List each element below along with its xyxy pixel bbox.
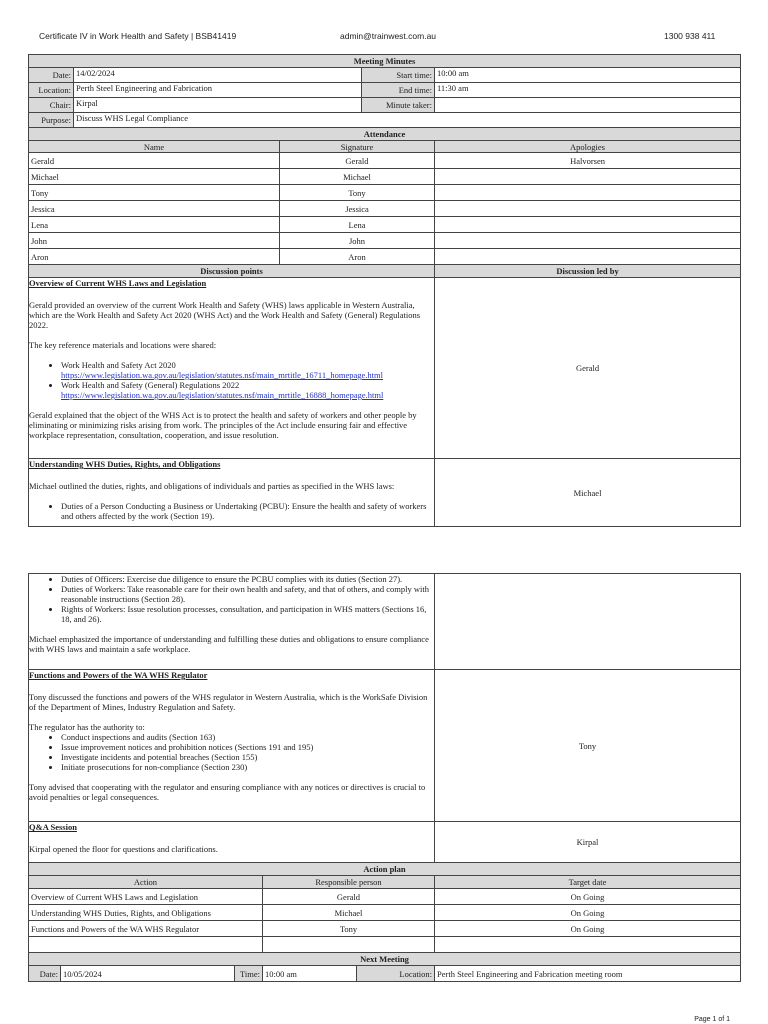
attendee-signature: Michael bbox=[280, 169, 435, 185]
attendee-signature: John bbox=[280, 233, 435, 249]
action-item bbox=[29, 937, 263, 953]
regulator-powers-list bbox=[29, 732, 434, 772]
action-responsible bbox=[263, 937, 435, 953]
minutes-table-part2 bbox=[28, 573, 741, 982]
attendee-name: Tony bbox=[29, 185, 280, 201]
discussion-paragraph: Gerald explained that the object of the WHS Act is to protect the health and safety of workers and other people by eliminating or minimizing risks arising from work. The principles of the Act include ensuring fair and effective workplace representation, consultation, cooperation, and issue resolution. bbox=[29, 410, 417, 440]
attendee-name: Aron bbox=[29, 249, 280, 265]
next-meeting-heading: Next Meeting bbox=[29, 953, 741, 966]
table-row bbox=[29, 905, 741, 921]
table-row bbox=[29, 185, 741, 201]
end-time-label: End time: bbox=[362, 83, 435, 98]
attendee-signature: Lena bbox=[280, 217, 435, 233]
list-item: • Conduct inspections and audits (Section 163) bbox=[61, 732, 434, 742]
next-time-value: 10:00 am bbox=[263, 966, 357, 982]
attendance-header-apologies: Apologies bbox=[435, 141, 741, 153]
action-header-target-date: Target date bbox=[435, 876, 741, 889]
action-plan-heading: Action plan bbox=[29, 863, 741, 876]
table-row bbox=[29, 249, 741, 265]
list-item: • Duties of Workers: Take reasonable care for their own health and safety, and that of others, and comply with reasonable instructions (Section 28). bbox=[61, 584, 434, 604]
discussion-led-by: Tony bbox=[435, 670, 741, 822]
attendee-apology bbox=[435, 201, 741, 217]
action-target-date: On Going bbox=[435, 889, 741, 905]
attendee-name: John bbox=[29, 233, 280, 249]
discussion-points-heading: Discussion points bbox=[29, 265, 435, 278]
attendee-signature: Aron bbox=[280, 249, 435, 265]
discussion-point-title: Functions and Powers of the WA WHS Regulator bbox=[29, 670, 208, 680]
list-item-text: Work Health and Safety Act 2020 bbox=[61, 360, 176, 370]
discussion-paragraph: Gerald provided an overview of the current Work Health and Safety (WHS) laws applicable in Western Australia, which are the Work Health and Safety Act 2020 (WHS Act) and the Work Health and Safety (General) Regulations 2022. bbox=[29, 300, 421, 330]
next-date-label: Date: bbox=[29, 966, 61, 982]
meeting-minutes-heading: Meeting Minutes bbox=[29, 55, 741, 68]
discussion-led-by-heading: Discussion led by bbox=[435, 265, 741, 278]
discussion-paragraph: Kirpal opened the floor for questions and clarifications. bbox=[29, 844, 218, 854]
attendee-apology bbox=[435, 217, 741, 233]
discussion-point-2 bbox=[29, 459, 435, 527]
purpose-value: Discuss WHS Legal Compliance bbox=[74, 113, 741, 128]
list-item: • Duties of Officers: Exercise due diligence to ensure the PCBU complies with its duties (Section 27). bbox=[61, 574, 434, 584]
action-item: Overview of Current WHS Laws and Legislation bbox=[29, 889, 263, 905]
action-header-responsible: Responsible person bbox=[263, 876, 435, 889]
minute-taker-value bbox=[435, 98, 741, 113]
table-row bbox=[29, 937, 741, 953]
table-row bbox=[29, 889, 741, 905]
attendee-name: Lena bbox=[29, 217, 280, 233]
discussion-point-title: Q&A Session bbox=[29, 822, 77, 832]
date-value: 14/02/2024 bbox=[74, 68, 362, 83]
discussion-paragraph: The regulator has the authority to: bbox=[29, 722, 145, 732]
next-location-label: Location: bbox=[357, 966, 435, 982]
discussion-led-by: Kirpal bbox=[435, 822, 741, 863]
discussion-paragraph: Michael outlined the duties, rights, and obligations of individuals and parties as specified in the WHS laws: bbox=[29, 481, 395, 491]
whs-regulations-link[interactable]: https://www.legislation.wa.gov.au/legislation/statutes.nsf/main_mrtitle_16888_homepage.html bbox=[61, 390, 384, 400]
attendee-name: Gerald bbox=[29, 153, 280, 169]
table-row bbox=[29, 201, 741, 217]
chair-value: Kirpal bbox=[74, 98, 362, 113]
discussion-point-1 bbox=[29, 278, 435, 459]
discussion-point-title: Understanding WHS Duties, Rights, and Obligations bbox=[29, 459, 221, 469]
action-header-action: Action bbox=[29, 876, 263, 889]
minute-taker-label: Minute taker: bbox=[362, 98, 435, 113]
attendee-apology bbox=[435, 249, 741, 265]
discussion-point-3 bbox=[29, 670, 435, 822]
attendance-header-signature: Signature bbox=[280, 141, 435, 153]
table-row bbox=[29, 217, 741, 233]
discussion-paragraph: The key reference materials and locations were shared: bbox=[29, 340, 217, 350]
course-title: Certificate IV in Work Health and Safety | BSB41419 bbox=[39, 31, 237, 41]
discussion-paragraph: Tony advised that cooperating with the regulator and ensuring compliance with any notices or directives is crucial to avoid penalties or legal consequences. bbox=[29, 782, 426, 802]
next-time-label: Time: bbox=[235, 966, 263, 982]
location-label: Location: bbox=[29, 83, 74, 98]
contact-phone: 1300 938 411 bbox=[664, 31, 716, 41]
action-item: Functions and Powers of the WA WHS Regulator bbox=[29, 921, 263, 937]
action-target-date: On Going bbox=[435, 905, 741, 921]
attendee-signature: Gerald bbox=[280, 153, 435, 169]
attendance-heading: Attendance bbox=[29, 128, 741, 141]
chair-label: Chair: bbox=[29, 98, 74, 113]
discussion-paragraph: Michael emphasized the importance of understanding and fulfilling these duties and obligations to ensure compliance with WHS laws and maintain a safe workplace. bbox=[29, 634, 429, 654]
list-item: • Rights of Workers: Issue resolution processes, consultation, and participation in WHS matters (Sections 16, 18, and 26). bbox=[61, 604, 434, 624]
list-item-text: Work Health and Safety (General) Regulations 2022 bbox=[61, 380, 240, 390]
table-row bbox=[29, 169, 741, 185]
next-date-value: 10/05/2024 bbox=[61, 966, 235, 982]
table-row bbox=[29, 153, 741, 169]
whs-act-link[interactable]: https://www.legislation.wa.gov.au/legislation/statutes.nsf/main_mrtitle_16711_homepage.html bbox=[61, 370, 384, 380]
attendee-apology bbox=[435, 169, 741, 185]
discussion-led-by: Michael bbox=[435, 459, 741, 527]
start-time-label: Start time: bbox=[362, 68, 435, 83]
attendee-apology bbox=[435, 185, 741, 201]
start-time-value: 10:00 am bbox=[435, 68, 741, 83]
action-item: Understanding WHS Duties, Rights, and Obligations bbox=[29, 905, 263, 921]
list-item: • Investigate incidents and potential breaches (Section 155) bbox=[61, 752, 434, 762]
list-item: • Duties of a Person Conducting a Business or Undertaking (PCBU): Ensure the health and safety of workers and others affected by the work (Section 19). bbox=[61, 501, 434, 521]
minutes-table-part1 bbox=[28, 54, 741, 527]
list-item: • Issue improvement notices and prohibition notices (Sections 191 and 195) bbox=[61, 742, 434, 752]
page-number: Page 1 of 1 bbox=[694, 1016, 730, 1023]
action-target-date bbox=[435, 937, 741, 953]
action-responsible: Michael bbox=[263, 905, 435, 921]
attendee-name: Jessica bbox=[29, 201, 280, 217]
end-time-value: 11:30 am bbox=[435, 83, 741, 98]
discussion-paragraph: Tony discussed the functions and powers of the WHS regulator in Western Australia, which is the WorkSafe Division of the Department of Mines, Industry Regulation and Safety. bbox=[29, 692, 428, 712]
list-item bbox=[61, 380, 434, 400]
table-row bbox=[29, 233, 741, 249]
action-target-date: On Going bbox=[435, 921, 741, 937]
list-item bbox=[61, 360, 434, 380]
location-value: Perth Steel Engineering and Fabrication bbox=[74, 83, 362, 98]
duties-list bbox=[29, 501, 434, 521]
duties-list-continued bbox=[29, 574, 434, 624]
date-label: Date: bbox=[29, 68, 74, 83]
discussion-point-title: Overview of Current WHS Laws and Legislation bbox=[29, 278, 207, 288]
discussion-led-by: Gerald bbox=[435, 278, 741, 459]
attendee-signature: Jessica bbox=[280, 201, 435, 217]
attendee-apology: Halvorsen bbox=[435, 153, 741, 169]
attendance-header-name: Name bbox=[29, 141, 280, 153]
attendee-name: Michael bbox=[29, 169, 280, 185]
discussion-led-by-empty bbox=[435, 574, 741, 670]
table-row bbox=[29, 921, 741, 937]
attendee-signature: Tony bbox=[280, 185, 435, 201]
attendee-apology bbox=[435, 233, 741, 249]
discussion-point-4 bbox=[29, 822, 435, 863]
contact-email: admin@trainwest.com.au bbox=[340, 31, 437, 41]
action-responsible: Tony bbox=[263, 921, 435, 937]
purpose-label: Purpose: bbox=[29, 113, 74, 128]
action-responsible: Gerald bbox=[263, 889, 435, 905]
reference-list bbox=[29, 360, 434, 400]
list-item: • Initiate prosecutions for non-compliance (Section 230) bbox=[61, 762, 434, 772]
next-location-value: Perth Steel Engineering and Fabrication meeting room bbox=[435, 966, 741, 982]
discussion-point-2-continued bbox=[29, 574, 435, 670]
